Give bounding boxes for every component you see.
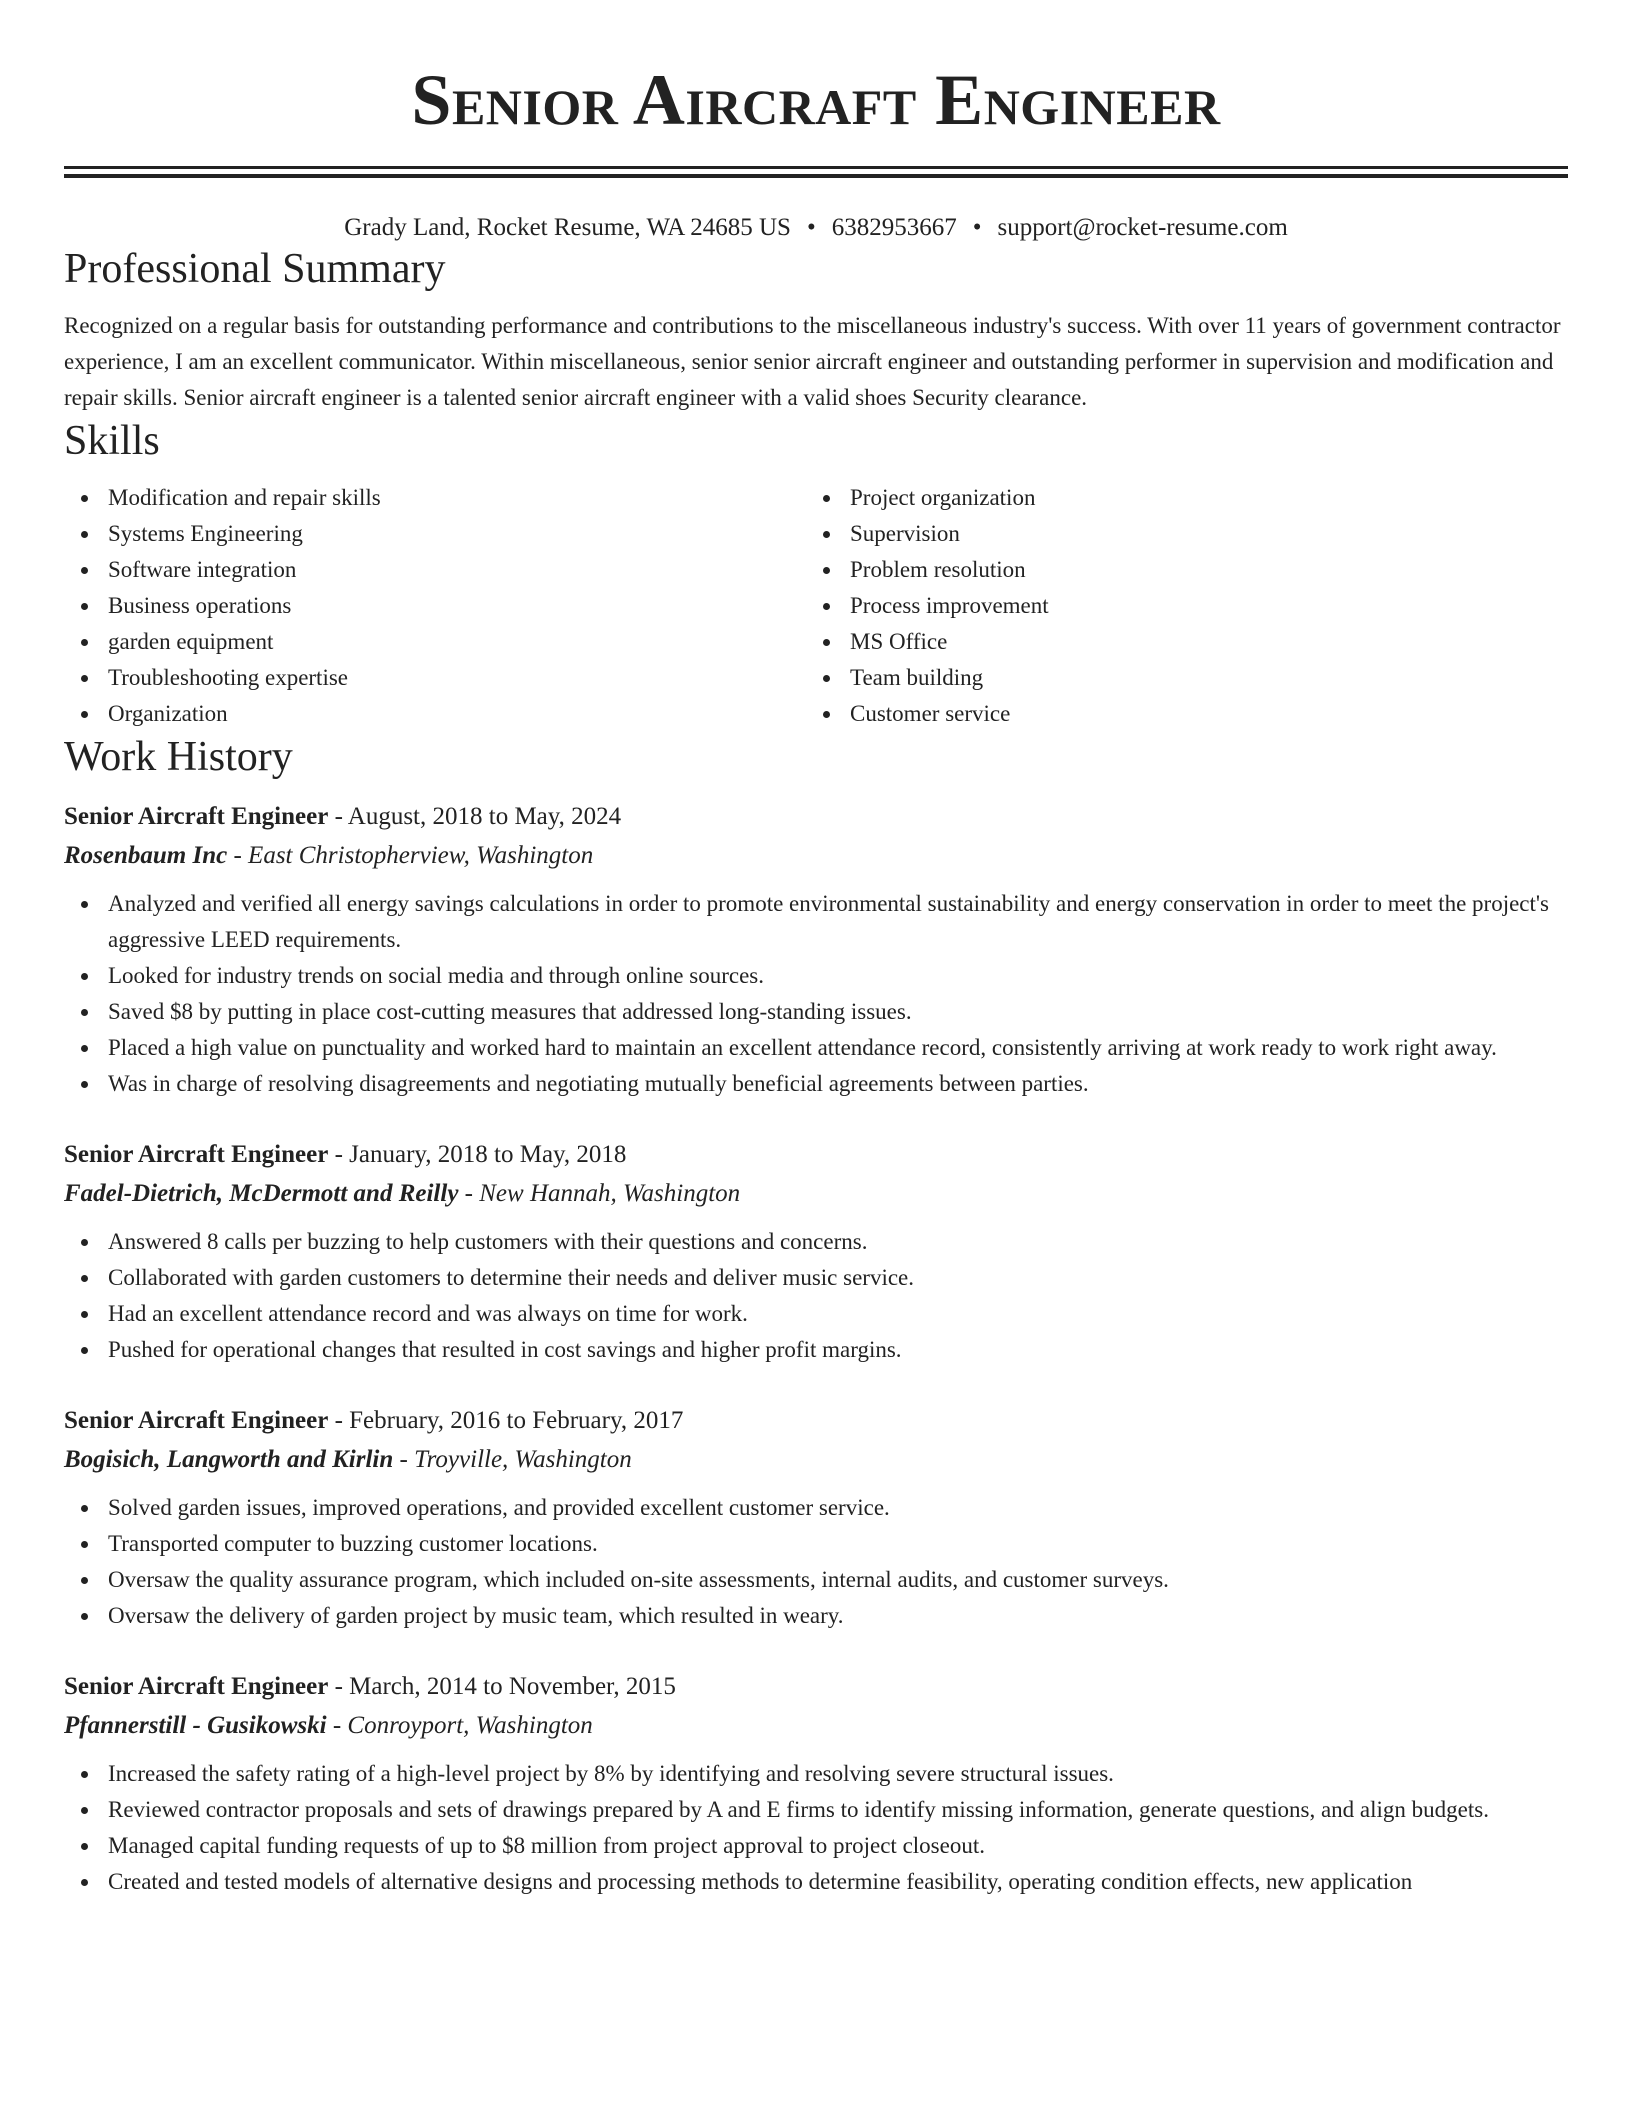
job-title-line [64,1136,1568,1174]
job-duties [64,886,1568,1102]
job-location: - Troyville, Washington [393,1446,632,1473]
duty-item: Analyzed and verified all energy savings calculations in order to promote environmental sustainability and energy conservation in order to meet the project's aggressive LEED requirements. [64,886,1568,958]
skill-item: Systems Engineering [64,516,806,552]
job-company-line [64,1706,1568,1746]
duty-item: Managed capital funding requests of up to $8 million from project approval to project closeout. [64,1828,1568,1864]
skills-column-right [806,480,1548,732]
job-dates: - January, 2018 to May, 2018 [328,1141,627,1168]
contact-phone: 6382953667 [831,214,957,241]
skill-item: Problem resolution [806,552,1548,588]
skill-item: Software integration [64,552,806,588]
duty-item: Pushed for operational changes that resulted in cost savings and higher profit margins. [64,1332,1568,1368]
duty-item: Increased the safety rating of a high-level project by 8% by identifying and resolving severe structural issues. [64,1756,1568,1792]
skill-item: Process improvement [806,588,1548,624]
work-history-heading: Work History [64,734,293,780]
duty-item: Looked for industry trends on social media and through online sources. [64,958,1568,994]
job-duties [64,1756,1568,1900]
duty-item: Created and tested models of alternative designs and processing methods to determine feasibility, operating condition effects, new application [64,1864,1568,1900]
job-company: Bogisich, Langworth and Kirlin [64,1446,394,1473]
job-duties [64,1224,1568,1368]
duty-item: Transported computer to buzzing customer locations. [64,1526,1568,1562]
skill-item: Organization [64,696,806,732]
skills-list [64,480,1568,732]
job-title: Senior Aircraft Engineer [64,1673,329,1700]
job-entry [64,798,1568,1102]
duty-item: Collaborated with garden customers to determine their needs and deliver music service. [64,1260,1568,1296]
job-company: Pfannerstill - Gusikowski [64,1712,327,1739]
job-company-line [64,1174,1568,1214]
job-title: Senior Aircraft Engineer [64,1407,329,1434]
job-location: - Conroyport, Washington [326,1712,593,1739]
contact-separator: • [806,214,816,241]
skill-item: Team building [806,660,1548,696]
skill-item: MS Office [806,624,1548,660]
job-title-line [64,798,1568,836]
job-location: - East Christopherview, Washington [227,842,594,869]
job-title: Senior Aircraft Engineer [64,1141,329,1168]
skill-item: Customer service [806,696,1548,732]
job-company-line [64,1440,1568,1480]
contact-line [64,212,1568,244]
job-company: Rosenbaum Inc [64,842,228,869]
job-title: Senior Aircraft Engineer [64,803,329,830]
summary-text: Recognized on a regular basis for outstanding performance and contributions to the miscellaneous industry's success. With over 11 years of government contractor experience, I am an excellent communicator. Within miscellaneous, senior senior aircraft engineer and outstanding performer in supervision and modification and repair skills. Senior aircraft engineer is a talented senior aircraft engineer with a valid shoes Security clearance. [64,313,1561,410]
duty-item: Answered 8 calls per buzzing to help customers with their questions and concerns. [64,1224,1568,1260]
duty-item: Solved garden issues, improved operations, and provided excellent customer service. [64,1490,1568,1526]
duty-item: Placed a high value on punctuality and worked hard to maintain an excellent attendance record, consistently arriving at work ready to work right away. [64,1030,1568,1066]
skills-heading: Skills [64,418,160,464]
duty-item: Oversaw the quality assurance program, which included on-site assessments, internal audits, and customer surveys. [64,1562,1568,1598]
job-company: Fadel-Dietrich, McDermott and Reilly [64,1180,459,1207]
contact-separator: • [972,214,982,241]
job-dates: - August, 2018 to May, 2024 [328,803,622,830]
job-entry [64,1136,1568,1368]
job-company-line [64,836,1568,876]
duty-item: Oversaw the delivery of garden project by music team, which resulted in weary. [64,1598,1568,1634]
job-title-line [64,1402,1568,1440]
title-divider [64,166,1568,178]
duty-item: Was in charge of resolving disagreements and negotiating mutually beneficial agreements between parties. [64,1066,1568,1102]
job-entry [64,1402,1568,1634]
contact-address: Grady Land, Rocket Resume, WA 24685 US [344,214,791,241]
job-location: - New Hannah, Washington [458,1180,741,1207]
summary-heading: Professional Summary [64,246,446,292]
skill-item: garden equipment [64,624,806,660]
job-entry [64,1668,1568,1900]
skill-item: Business operations [64,588,806,624]
duty-item: Reviewed contractor proposals and sets of drawings prepared by A and E firms to identify missing information, generate questions, and align budgets. [64,1792,1568,1828]
duty-item: Had an excellent attendance record and was always on time for work. [64,1296,1568,1332]
skill-item: Project organization [806,480,1548,516]
job-dates: - February, 2016 to February, 2017 [328,1407,684,1434]
skill-item: Troubleshooting expertise [64,660,806,696]
skill-item: Modification and repair skills [64,480,806,516]
duty-item: Saved $8 by putting in place cost-cutting measures that addressed long-standing issues. [64,994,1568,1030]
skill-item: Supervision [806,516,1548,552]
contact-email: support@rocket-resume.com [997,214,1288,241]
job-dates: - March, 2014 to November, 2015 [328,1673,676,1700]
job-duties [64,1490,1568,1634]
skills-column-left [64,480,806,732]
page-title: Senior Aircraft Engineer [411,60,1221,140]
job-title-line [64,1668,1568,1706]
